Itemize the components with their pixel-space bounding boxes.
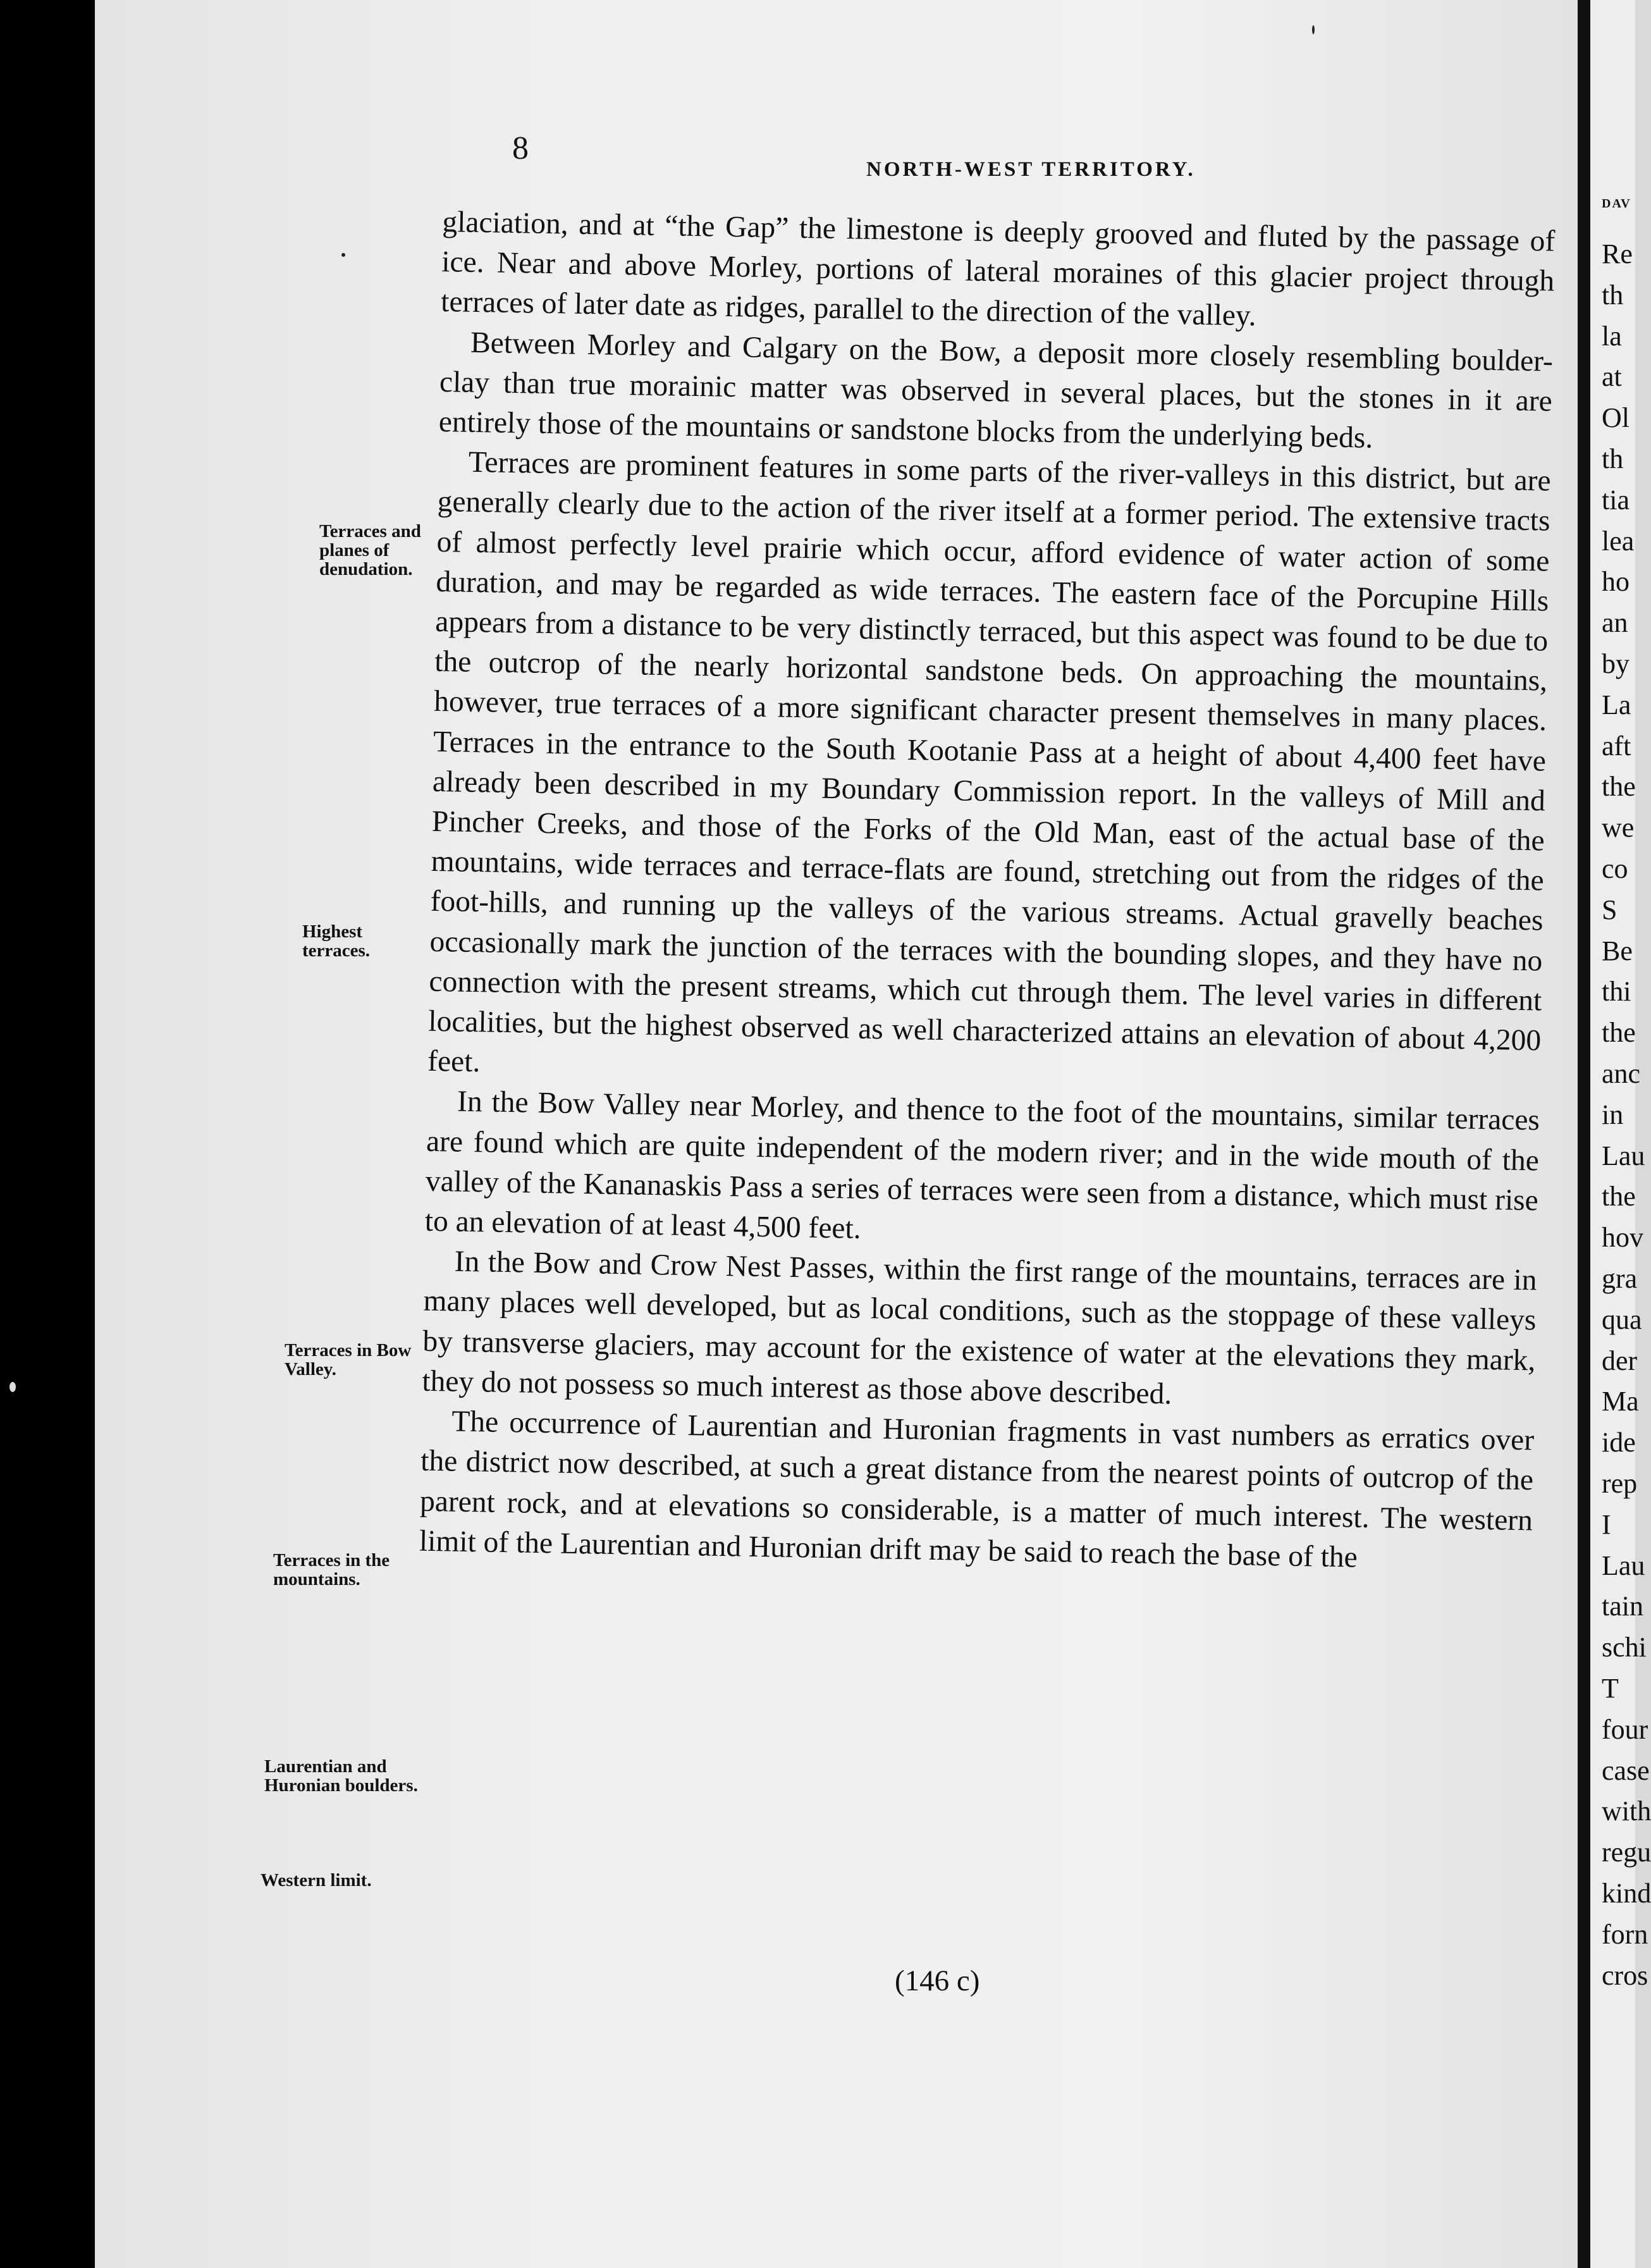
- adjacent-page-line: anc: [1602, 1058, 1641, 1089]
- adjacent-page-line: thi: [1602, 976, 1631, 1008]
- page-folio: (146 c): [895, 1964, 980, 1997]
- paragraph-passes: In the Bow and Crow Nest Passes, within the first range of the mountains, terraces are in many places well developed, but as local conditions, such as the stoppage of these valleys by transverse glaciers, may account for the existence of water at the elevations they mark, they do not possess so much interest as those above described.: [422, 1245, 1537, 1411]
- adjacent-page-line: aft: [1602, 730, 1631, 761]
- adjacent-page-line: tain: [1602, 1591, 1643, 1622]
- margin-note-highest-terraces: Highest terraces.: [302, 921, 371, 961]
- scan-speck: [341, 253, 345, 257]
- adjacent-page-line: four: [1602, 1713, 1648, 1745]
- adjacent-page-line: in: [1602, 1099, 1624, 1130]
- adjacent-page-line: the: [1602, 1017, 1636, 1049]
- page-fold: [1578, 0, 1590, 2268]
- adjacent-page-line: qua: [1602, 1303, 1642, 1335]
- adjacent-page-line: co: [1602, 853, 1628, 884]
- adjacent-page-line: La: [1602, 689, 1631, 720]
- paragraph-morley-calgary: Between Morley and Calgary on the Bow, a deposit more closely resembling boulder-clay than true morainic matter was observed in several places, but the stones in it are entirely those of the mountains or sandstone blocks from the underlying beds.: [438, 326, 1554, 455]
- margin-note-terraces-planes: Terraces and planes of denudation.: [319, 521, 421, 579]
- margin-note-laurentian-boulders: Laurentian and Huronian boulders.: [264, 1756, 418, 1796]
- paragraph-glaciation: glaciation, and at “the Gap” the limestone is deeply grooved and fluted by the passage of ice. Near and above Morley, portions of lateral moraines of this glacier project through terraces of later date as ridges, parallel to the direction of the valley.: [440, 205, 1556, 333]
- margin-note-bow-valley: Terraces in Bow Valley.: [285, 1340, 412, 1379]
- adjacent-page-line: th: [1602, 279, 1624, 311]
- adjacent-page-line: hov: [1602, 1222, 1643, 1254]
- adjacent-page-line: la: [1602, 320, 1622, 352]
- adjacent-page-edge: [1590, 0, 1651, 2268]
- adjacent-page-line: Ol: [1602, 402, 1630, 434]
- adjacent-page-line: with: [1602, 1796, 1651, 1827]
- adjacent-page-line: gra: [1602, 1263, 1638, 1294]
- adjacent-page-line: rep: [1602, 1468, 1638, 1499]
- adjacent-page-line: schi: [1602, 1632, 1647, 1663]
- paragraph-laurentian: The occurrence of Laurentian and Huronian fragments in vast numbers as erratics over the district now described, at such a great distance from the nearest points of outcrop of the parent rock, and at elevations so considerable, is a matter of much interest. The western limit of the Laurentian and Huronian drift may be said to reach the base of the: [419, 1405, 1535, 1574]
- adjacent-page-line: by: [1602, 648, 1630, 679]
- adjacent-page-line: ho: [1602, 566, 1630, 598]
- adjacent-page-line: tia: [1602, 484, 1630, 515]
- running-head: NORTH-WEST TERRITORY.: [866, 158, 1196, 181]
- scan-speck: [1312, 25, 1315, 34]
- adjacent-page-line: der: [1602, 1345, 1638, 1376]
- adjacent-page-line: ide: [1602, 1427, 1636, 1458]
- adjacent-page-line: Re: [1602, 238, 1633, 269]
- adjacent-page-line: Be: [1602, 935, 1633, 966]
- margin-note-mountains: Terraces in the mountains.: [273, 1550, 390, 1589]
- paragraph-bow-valley: In the Bow Valley near Morley, and thence to the foot of the mountains, similar terraces are found which are quite independent of the modern river; and in the wide mouth of the valley of the Kananaskis Pass a series of terraces were seen from a distance, which must rise to an elevation of at least 4,500 feet.: [424, 1085, 1540, 1245]
- scan-border-left: [0, 0, 95, 2268]
- adjacent-page-line: I: [1602, 1508, 1611, 1540]
- adjacent-page-line: th: [1602, 443, 1624, 474]
- adjacent-page-head: DAV: [1602, 197, 1631, 211]
- scan-speck: [9, 1382, 16, 1392]
- adjacent-page-line: an: [1602, 607, 1628, 639]
- page-number: 8: [512, 130, 529, 166]
- adjacent-page-line: T: [1602, 1673, 1619, 1704]
- adjacent-page-line: forn: [1602, 1918, 1648, 1950]
- adjacent-page-line: case: [1602, 1754, 1650, 1786]
- adjacent-page-line: Ma: [1602, 1386, 1639, 1417]
- adjacent-page-line: S: [1602, 894, 1617, 925]
- margin-note-western-limit: Western limit.: [261, 1870, 372, 1890]
- adjacent-page-line: we: [1602, 812, 1635, 844]
- adjacent-page-line: kind: [1602, 1878, 1651, 1909]
- adjacent-page-line: at: [1602, 361, 1622, 393]
- adjacent-page-line: lea: [1602, 525, 1635, 557]
- adjacent-page-line: the: [1602, 1181, 1636, 1212]
- adjacent-page-line: the: [1602, 771, 1636, 803]
- paragraph-terraces: Terraces are prominent features in some parts of the river-valleys in this district, but are generally clearly due to the action of the river itself at a former period. The extensive tracts of almost perfectly level prairie which occur, afford evidence of water action of some duration, and may be regarded as wide terraces. The eastern face of the Porcupine Hills appears from a distance to be very distinctly terraced, but this aspect was found to be due to the outcrop of the nearly horizontal sandstone beds. On approaching the mountains, however, true terraces of a more significant character present themselves in many places. Terraces in the entrance to the South Kootanie Pass at a height of about 4,400 feet have already been described in my Boundary Commission report. In the valleys of Mill and Pincher Creeks, and those of the Forks of the Old Man, east of the actual base of the mountains, wide terraces and terrace-flats are found, stretching out from the ridges of the foot-hills, and running up the valleys of the various streams. Actual gravelly beaches occasionally mark the junction of the terraces with the bounding slopes, and they have no connection with the present streams, which cut through them. The level varies in different localities, but the highest observed as well characterized attains an elevation of about 4,200 feet.: [427, 445, 1552, 1079]
- adjacent-page-line: Lau: [1602, 1550, 1645, 1581]
- adjacent-page-line: cros: [1602, 1959, 1648, 1991]
- adjacent-page-line: Lau: [1602, 1140, 1645, 1171]
- adjacent-page-line: regu: [1602, 1837, 1651, 1868]
- body-text: [419, 202, 1555, 1581]
